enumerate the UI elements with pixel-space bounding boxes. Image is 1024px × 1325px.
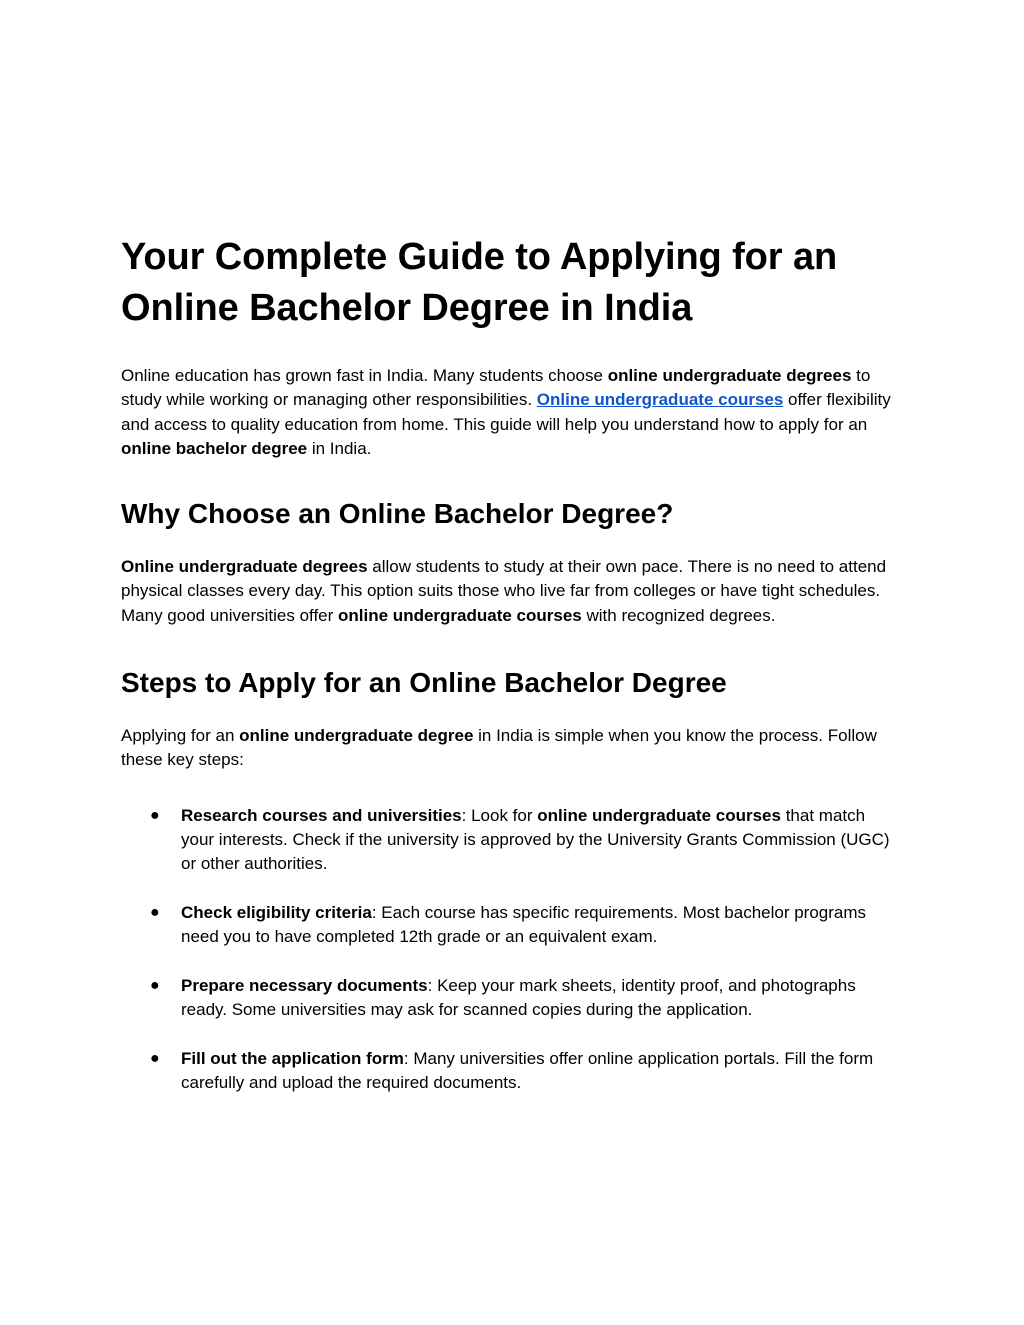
list-item-application-form <box>121 1047 901 1096</box>
list-item-bold: Check eligibility criteria <box>181 902 372 922</box>
intro-bold-2: online bachelor degree <box>121 438 308 458</box>
steps-intro-bold: online undergraduate degree <box>239 726 474 746</box>
why-heading: Why Choose an Online Bachelor Degree? <box>121 498 674 530</box>
list-item-documents <box>121 974 901 1023</box>
page-title-line-1: Your Complete Guide to Applying for an <box>121 236 838 278</box>
list-item-text: : Keep your mark sheets, identity proof, and photographs ready. Some universities may ask for scanned copies during the application. <box>181 975 856 1020</box>
list-item-text: : Look for <box>461 805 538 825</box>
intro-text-3: offer flexibility and access to quality education from home. This guide will help you understand how to apply for an <box>121 390 891 434</box>
why-text-1: allow students to study at their own pace. There is no need to attend physical classes every day. This option suits those who live far from colleges or have tight schedules. Many good universities offer <box>121 557 887 625</box>
bullet-icon: ● <box>150 903 160 921</box>
list-item-text: : Each course has specific requirements. Most bachelor programs need you to have completed 12th grade or an equivalent exam. <box>181 902 867 947</box>
list-item-bold: Prepare necessary documents <box>181 975 428 995</box>
intro-text-2: to study while working or managing other responsibilities. <box>121 366 871 410</box>
online-undergraduate-courses-link[interactable]: Online undergraduate courses <box>536 390 784 410</box>
steps-heading: Steps to Apply for an Online Bachelor Degree <box>121 667 727 699</box>
list-item-bold-2: online undergraduate courses <box>537 805 781 825</box>
bullet-icon: ● <box>150 976 160 994</box>
page-title <box>121 232 901 334</box>
list-item-text-2: that match your interests. Check if the university is approved by the University Grants Commission (UGC) or other authorities. <box>181 805 890 874</box>
bullet-icon: ● <box>150 806 160 824</box>
steps-intro-text-2: in India is simple when you know the process. Follow these key steps: <box>121 726 877 770</box>
list-item-bold: Research courses and universities <box>181 805 462 825</box>
steps-intro-text-1: Applying for an <box>121 726 240 746</box>
page-title-line-2: Online Bachelor Degree in India <box>121 287 693 329</box>
intro-paragraph <box>121 364 901 461</box>
list-item-text: : Many universities offer online application portals. Fill the form carefully and upload the required documents. <box>181 1048 874 1092</box>
why-paragraph <box>121 555 901 628</box>
list-item-eligibility <box>121 901 901 950</box>
why-bold-2: online undergraduate courses <box>338 605 582 625</box>
why-text-2: with recognized degrees. <box>581 605 776 625</box>
why-bold-1: Online undergraduate degrees <box>121 557 368 577</box>
document-page <box>121 232 901 1120</box>
bullet-icon: ● <box>150 1049 160 1067</box>
list-item-research <box>121 804 901 877</box>
intro-text-4: in India. <box>307 438 372 458</box>
intro-text-1: Online education has grown fast in India. Many students choose <box>121 366 608 385</box>
list-item-bold: Fill out the application form <box>181 1048 404 1068</box>
steps-intro-paragraph <box>121 724 901 773</box>
intro-bold-1: online undergraduate degrees <box>607 366 852 385</box>
steps-list <box>121 804 901 1096</box>
